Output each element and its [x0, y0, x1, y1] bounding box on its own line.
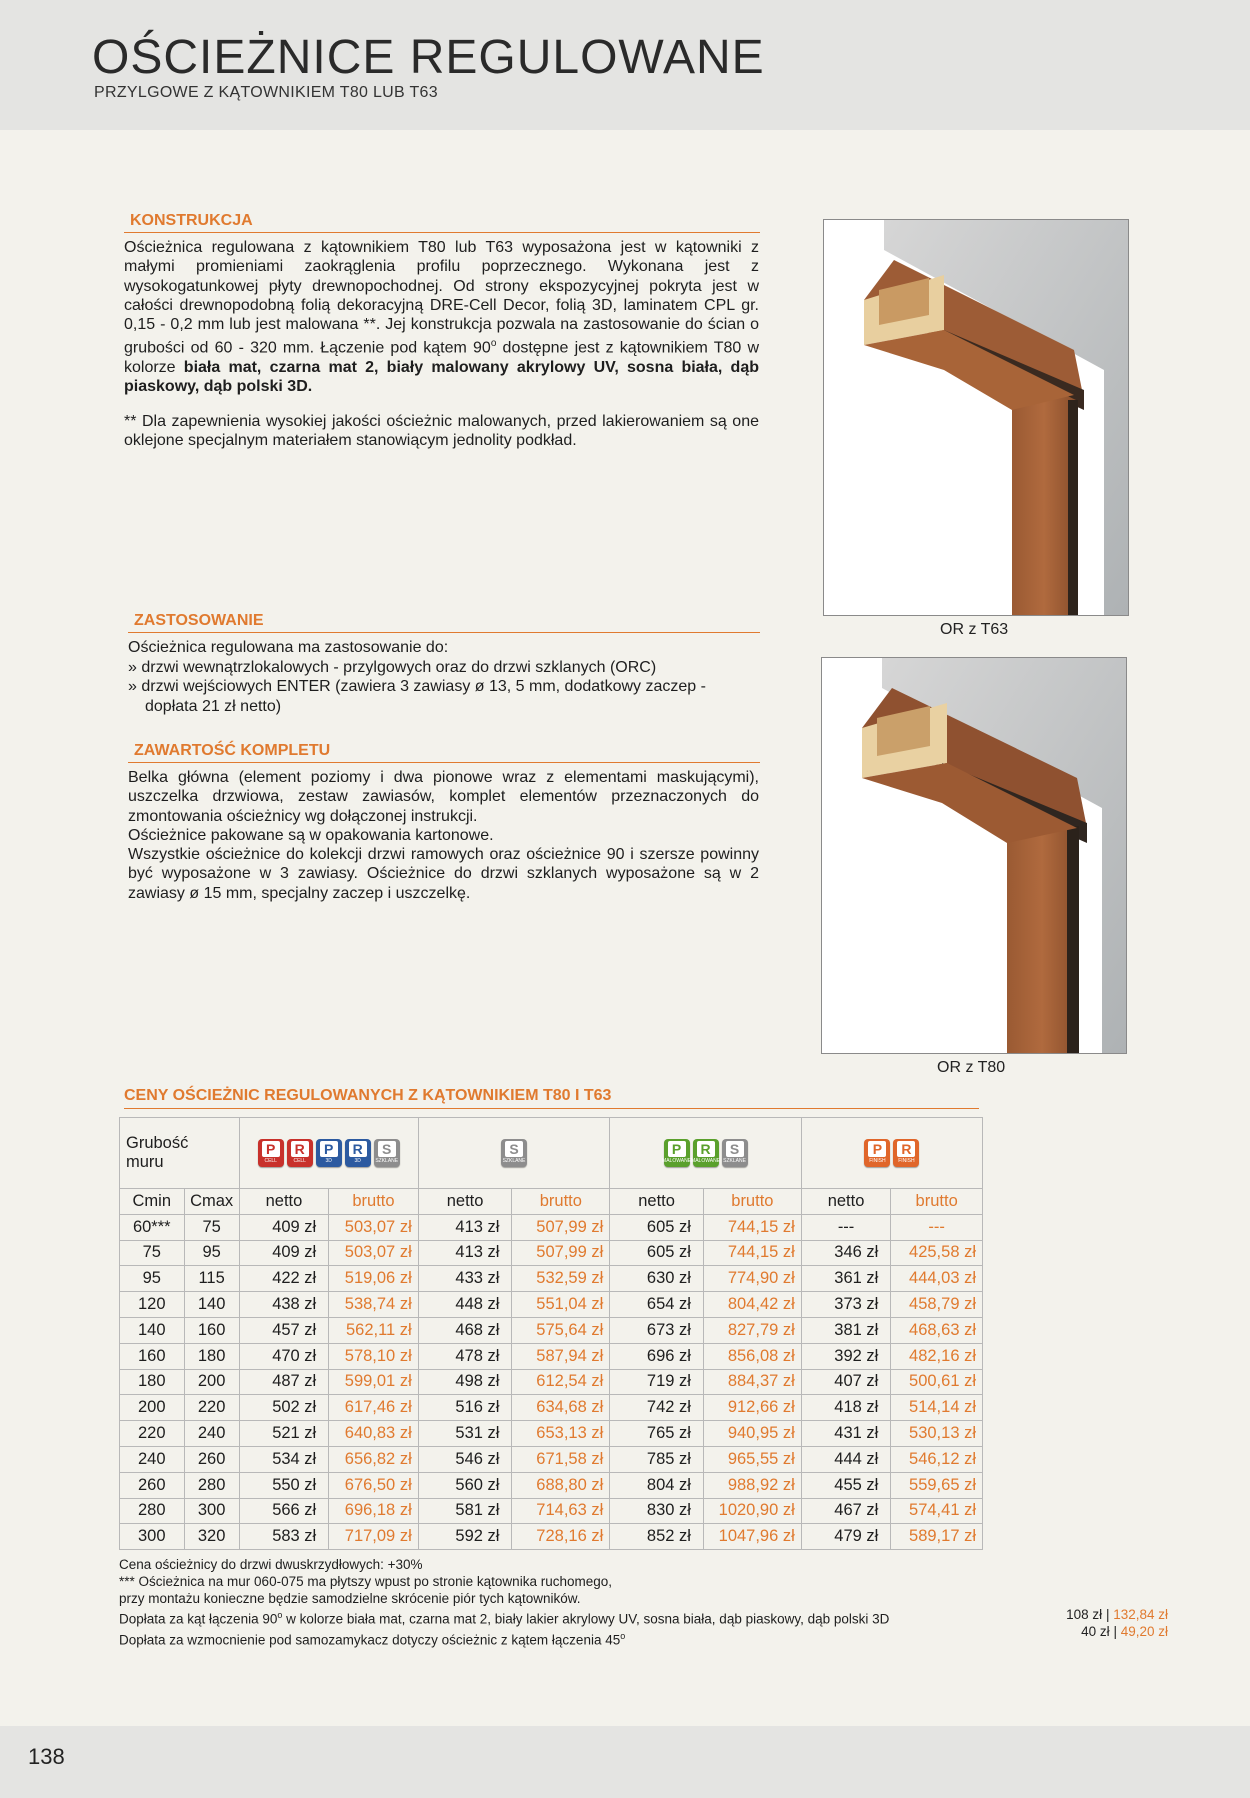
cell-cmin: 95 — [120, 1266, 185, 1292]
cell-netto: 361 zł — [801, 1266, 891, 1292]
konstrukcja-colors: biała mat, czarna mat 2, biały malowany akrylowy UV, sosna biała, dąb piaskowy, dąb polski 3D. — [124, 359, 759, 396]
cell-brutto: 612,54 zł — [512, 1369, 610, 1395]
zawartosc-line: Belka główna (element poziomy i dwa pionowe wraz z elementami maskującymi), uszczelka drzwiowa, zestaw zawiasów, komplet elementów przeznaczonych do zmontowania ościeżnicy wg dołączonej instrukcji. — [128, 769, 759, 825]
cell-brutto: 884,37 zł — [703, 1369, 801, 1395]
cell-cmax: 220 — [184, 1395, 239, 1421]
cell-netto: 392 zł — [801, 1343, 891, 1369]
cell-brutto: 965,55 zł — [703, 1446, 801, 1472]
cell-cmin: 200 — [120, 1395, 185, 1421]
cell-netto: 560 zł — [418, 1472, 512, 1498]
badge-letter: S — [378, 1141, 396, 1157]
cell-netto: 413 zł — [418, 1240, 512, 1266]
col-netto: netto — [418, 1189, 512, 1215]
finish-badge-icon — [316, 1139, 342, 1167]
page-title: OŚCIEŻNICE REGULOWANE — [92, 31, 765, 84]
surcharge-brutto: 132,84 zł — [1113, 1607, 1168, 1622]
table-row — [120, 1292, 983, 1318]
cell-netto: 409 zł — [239, 1240, 329, 1266]
cell-brutto: 503,07 zł — [329, 1214, 419, 1240]
degree-mark: o — [277, 1610, 283, 1620]
badge-label: CELL — [293, 1158, 306, 1164]
cell-brutto: 640,83 zł — [329, 1421, 419, 1447]
badge-group — [423, 1139, 606, 1167]
cell-netto: 373 zł — [801, 1292, 891, 1318]
badge-letter: P — [868, 1141, 886, 1157]
degree-mark: o — [490, 338, 497, 350]
section-title-konstrukcja: KONSTRUKCJA — [124, 212, 760, 233]
cell-netto: 448 zł — [418, 1292, 512, 1318]
cell-brutto: 482,16 zł — [891, 1343, 983, 1369]
list-item: » drzwi wewnątrzlokalowych - przylgowych oraz do drzwi szklanych (ORC) — [128, 658, 657, 676]
finish-badge-icon — [501, 1139, 527, 1167]
page-header — [0, 0, 1250, 130]
cell-netto: 516 zł — [418, 1395, 512, 1421]
badge-group — [806, 1139, 978, 1167]
table-row — [120, 1395, 983, 1421]
cell-netto: 409 zł — [239, 1214, 329, 1240]
cell-netto: 407 zł — [801, 1369, 891, 1395]
badge-label: SZKLANE — [375, 1158, 399, 1164]
cell-brutto: 653,13 zł — [512, 1421, 610, 1447]
surcharge-netto: 40 zł — [1081, 1624, 1110, 1639]
zawartosc-line: Ościeżnice pakowane są w opakowania kartonowe. — [128, 826, 494, 844]
cell-netto: 630 zł — [610, 1266, 704, 1292]
cell-netto: 785 zł — [610, 1446, 704, 1472]
col-brutto: brutto — [891, 1189, 983, 1215]
table-row — [120, 1524, 983, 1550]
wall-thickness-text: Grubość muru — [126, 1134, 189, 1171]
page-subtitle: PRZYLGOWE Z KĄTOWNIKIEM T80 LUB T63 — [94, 84, 438, 101]
cell-cmax: 240 — [184, 1421, 239, 1447]
cell-netto: 381 zł — [801, 1317, 891, 1343]
cell-netto: 719 zł — [610, 1369, 704, 1395]
page-footer — [0, 1726, 1250, 1798]
price-notes — [119, 1556, 889, 1648]
col-netto: netto — [801, 1189, 891, 1215]
badge-label: CELL — [264, 1158, 277, 1164]
cell-brutto: 507,99 zł — [512, 1214, 610, 1240]
cell-netto: 431 zł — [801, 1421, 891, 1447]
cell-netto: 550 zł — [239, 1472, 329, 1498]
badge-letter: R — [897, 1141, 915, 1157]
cell-cmax: 280 — [184, 1472, 239, 1498]
cell-cmin: 180 — [120, 1369, 185, 1395]
cell-brutto: 532,59 zł — [512, 1266, 610, 1292]
cell-brutto: 617,46 zł — [329, 1395, 419, 1421]
cell-netto: 521 zł — [239, 1421, 329, 1447]
cell-brutto: 714,63 zł — [512, 1498, 610, 1524]
badge-letter: P — [320, 1141, 338, 1157]
cell-netto: 546 zł — [418, 1446, 512, 1472]
badge-letter: P — [668, 1141, 686, 1157]
cell-netto: 438 zł — [239, 1292, 329, 1318]
finish-badge-icon — [345, 1139, 371, 1167]
col-netto: netto — [239, 1189, 329, 1215]
cell-brutto: 444,03 zł — [891, 1266, 983, 1292]
cell-brutto: 468,63 zł — [891, 1317, 983, 1343]
section-title-zawartosc: ZAWARTOŚĆ KOMPLETU — [128, 742, 760, 763]
cell-netto: 418 zł — [801, 1395, 891, 1421]
cell-netto: 413 zł — [418, 1214, 512, 1240]
cell-cmin: 75 — [120, 1240, 185, 1266]
finish-badge-icon — [258, 1139, 284, 1167]
cell-netto: 468 zł — [418, 1317, 512, 1343]
price-table — [119, 1117, 983, 1550]
cell-brutto: 589,17 zł — [891, 1524, 983, 1550]
frame-t63-illustration — [824, 220, 1128, 615]
cell-netto: 566 zł — [239, 1498, 329, 1524]
finish-badge-icon — [864, 1139, 890, 1167]
cell-brutto: --- — [891, 1214, 983, 1240]
cell-cmin: 120 — [120, 1292, 185, 1318]
col-brutto: brutto — [703, 1189, 801, 1215]
table-row — [120, 1369, 983, 1395]
konstrukcja-note: ** Dla zapewnienia wysokiej jakości ościeżnic malowanych, przed lakierowaniem są one oklejone specjalnym materiałem stanowiącym jednolity podkład. — [124, 413, 759, 450]
cell-brutto: 717,09 zł — [329, 1524, 419, 1550]
badge-group — [614, 1139, 797, 1167]
cell-netto: 498 zł — [418, 1369, 512, 1395]
cell-brutto: 530,13 zł — [891, 1421, 983, 1447]
cell-brutto: 562,11 zł — [329, 1317, 419, 1343]
badge-label: MALOWANE — [691, 1158, 721, 1164]
group-badges-cell — [610, 1118, 802, 1189]
cell-cmin: 140 — [120, 1317, 185, 1343]
cell-cmax: 160 — [184, 1317, 239, 1343]
cell-netto: 583 zł — [239, 1524, 329, 1550]
note-text: Dopłata za kąt łączenia 90 — [119, 1611, 278, 1627]
cell-brutto: 728,16 zł — [512, 1524, 610, 1550]
cell-brutto: 988,92 zł — [703, 1472, 801, 1498]
cell-netto: 605 zł — [610, 1240, 704, 1266]
surcharge-netto: 108 zł — [1066, 1607, 1103, 1622]
cell-brutto: 500,61 zł — [891, 1369, 983, 1395]
group-badges-cell — [239, 1118, 418, 1189]
cell-cmax: 200 — [184, 1369, 239, 1395]
cell-netto: 852 zł — [610, 1524, 704, 1550]
table-row — [120, 1317, 983, 1343]
table-row — [120, 1472, 983, 1498]
cell-brutto: 551,04 zł — [512, 1292, 610, 1318]
cell-cmax: 75 — [184, 1214, 239, 1240]
cell-brutto: 676,50 zł — [329, 1472, 419, 1498]
degree-mark: o — [620, 1630, 626, 1641]
table-row — [120, 1343, 983, 1369]
cell-netto: 433 zł — [418, 1266, 512, 1292]
wall-thickness-label — [120, 1118, 240, 1189]
section-title-zastosowanie: ZASTOSOWANIE — [128, 612, 760, 633]
cell-brutto: 912,66 zł — [703, 1395, 801, 1421]
cell-netto: 444 zł — [801, 1446, 891, 1472]
frame-photo-t80 — [821, 657, 1127, 1054]
cell-brutto: 671,58 zł — [512, 1446, 610, 1472]
table-header-row — [120, 1118, 983, 1189]
cell-netto: 479 zł — [801, 1524, 891, 1550]
cell-netto: 765 zł — [610, 1421, 704, 1447]
cell-brutto: 774,90 zł — [703, 1266, 801, 1292]
note-line — [119, 1628, 889, 1649]
list-intro: Ościeżnica regulowana ma zastosowanie do: — [128, 639, 449, 656]
cell-netto: 487 zł — [239, 1369, 329, 1395]
cell-cmax: 115 — [184, 1266, 239, 1292]
cell-cmin: 60*** — [120, 1214, 185, 1240]
group-badges-cell — [801, 1118, 982, 1189]
cell-brutto: 503,07 zł — [329, 1240, 419, 1266]
badge-label: FINISH — [898, 1158, 915, 1164]
cell-netto: 346 zł — [801, 1240, 891, 1266]
cell-brutto: 507,99 zł — [512, 1240, 610, 1266]
cell-brutto: 514,14 zł — [891, 1395, 983, 1421]
cell-netto: 478 zł — [418, 1343, 512, 1369]
caption-t63: OR z T63 — [940, 621, 1009, 638]
note-text: Dopłata za wzmocnienie pod samozamykacz dotyczy ościeżnic z kątem łączenia 45 — [119, 1632, 621, 1647]
table-row — [120, 1214, 983, 1240]
col-cmin: Cmin — [120, 1189, 185, 1215]
cell-brutto: 744,15 zł — [703, 1240, 801, 1266]
surcharge-closer-price — [1081, 1624, 1168, 1639]
list-item: dopłata 21 zł netto) — [145, 697, 282, 715]
badge-letter: S — [505, 1141, 523, 1157]
page-number: 138 — [28, 1744, 65, 1769]
cell-netto: 467 zł — [801, 1498, 891, 1524]
cell-netto: 455 zł — [801, 1472, 891, 1498]
cell-brutto: 940,95 zł — [703, 1421, 801, 1447]
cell-brutto: 538,74 zł — [329, 1292, 419, 1318]
cell-cmax: 180 — [184, 1343, 239, 1369]
cell-brutto: 546,12 zł — [891, 1446, 983, 1472]
badge-label: SZKLANE — [502, 1158, 526, 1164]
cell-cmin: 240 — [120, 1446, 185, 1472]
cell-brutto: 696,18 zł — [329, 1498, 419, 1524]
badge-label: FINISH — [869, 1158, 886, 1164]
frame-t80-illustration — [822, 658, 1126, 1053]
cell-netto: 830 zł — [610, 1498, 704, 1524]
cell-cmax: 300 — [184, 1498, 239, 1524]
col-brutto: brutto — [329, 1189, 419, 1215]
badge-label: MALOWANE — [662, 1158, 692, 1164]
cell-netto: 592 zł — [418, 1524, 512, 1550]
badge-letter: S — [726, 1141, 744, 1157]
cell-cmin: 220 — [120, 1421, 185, 1447]
cell-netto: 804 zł — [610, 1472, 704, 1498]
badge-letter: R — [349, 1141, 367, 1157]
cell-netto: 742 zł — [610, 1395, 704, 1421]
note-line: Cena ościeżnicy do drzwi dwuskrzydłowych: +30% — [119, 1557, 423, 1572]
cell-brutto: 599,01 zł — [329, 1369, 419, 1395]
zastosowanie-list — [128, 638, 758, 716]
caption-t80: OR z T80 — [937, 1059, 1006, 1076]
table-row — [120, 1240, 983, 1266]
cell-cmin: 280 — [120, 1498, 185, 1524]
cell-brutto: 1047,96 zł — [703, 1524, 801, 1550]
finish-badge-icon — [374, 1139, 400, 1167]
col-cmax: Cmax — [184, 1189, 239, 1215]
surcharge-brutto: 49,20 zł — [1120, 1624, 1168, 1639]
cell-netto: 470 zł — [239, 1343, 329, 1369]
cell-brutto: 559,65 zł — [891, 1472, 983, 1498]
frame-photo-t63 — [823, 219, 1129, 616]
cell-brutto: 804,42 zł — [703, 1292, 801, 1318]
cell-cmax: 95 — [184, 1240, 239, 1266]
note-text: w kolorze biała mat, czarna mat 2, biały lakier akrylowy UV, sosna biała, dąb piaskowy, dąb polski 3D — [282, 1611, 890, 1627]
cell-brutto: 827,79 zł — [703, 1317, 801, 1343]
cell-netto: 422 zł — [239, 1266, 329, 1292]
finish-badge-icon — [893, 1139, 919, 1167]
cell-brutto: 575,64 zł — [512, 1317, 610, 1343]
cell-cmax: 320 — [184, 1524, 239, 1550]
cell-cmax: 260 — [184, 1446, 239, 1472]
cell-netto: 531 zł — [418, 1421, 512, 1447]
price-rows — [120, 1214, 983, 1549]
cell-cmin: 160 — [120, 1343, 185, 1369]
cell-brutto: 656,82 zł — [329, 1446, 419, 1472]
cell-netto: --- — [801, 1214, 891, 1240]
note-line — [119, 1607, 889, 1628]
zawartosc-line: Wszystkie ościeżnice do kolekcji drzwi ramowych oraz ościeżnice 90 i szersze powinny być wyposażone w 3 zawiasy. Ościeżnice do drzwi szklanych wyposażone są w 2 zawiasy ø 15 mm, specjalny zaczep i uszczelkę. — [128, 846, 759, 902]
finish-badge-icon — [664, 1139, 690, 1167]
table-row — [120, 1421, 983, 1447]
cell-brutto: 744,15 zł — [703, 1214, 801, 1240]
col-brutto: brutto — [512, 1189, 610, 1215]
cell-netto: 673 zł — [610, 1317, 704, 1343]
table-row — [120, 1266, 983, 1292]
cell-brutto: 634,68 zł — [512, 1395, 610, 1421]
cell-netto: 534 zł — [239, 1446, 329, 1472]
cell-netto: 581 zł — [418, 1498, 512, 1524]
cell-brutto: 425,58 zł — [891, 1240, 983, 1266]
cell-netto: 502 zł — [239, 1395, 329, 1421]
note-line: przy montażu konieczne będzie samodzielne skrócenie piór tych kątowników. — [119, 1591, 581, 1606]
col-netto: netto — [610, 1189, 704, 1215]
cell-brutto: 1020,90 zł — [703, 1498, 801, 1524]
price-table-title: CENY OŚCIEŻNIC REGULOWANYCH Z KĄTOWNIKIEM T80 I T63 — [124, 1087, 979, 1109]
cell-netto: 605 zł — [610, 1214, 704, 1240]
badge-label: 3D — [325, 1158, 332, 1164]
cell-brutto: 458,79 zł — [891, 1292, 983, 1318]
cell-brutto: 688,80 zł — [512, 1472, 610, 1498]
finish-badge-icon — [287, 1139, 313, 1167]
cell-cmin: 300 — [120, 1524, 185, 1550]
konstrukcja-text-part: dostępne jest z kątownikiem T80 w kolorze — [124, 339, 760, 377]
konstrukcja-text-part: Ościeżnica regulowana z kątownikiem T80 lub T63 wyposażona jest w kątowniki z małymi promieniami zaokrąglenia profilu poprzecznego. Wykonana jest z wysokogatunkowej płyty drewnopochodnej. Od strony ekspozycyjnej pokryta jest w całości drewnopodobną folią dekoracyjną DRE-Cell Decor, folią 3D, laminatem CPL gr. 0,15 - 0,2 mm lub jest malowana **. Jej konstrukcja pozwala na zastosowanie do ścian o grubości od 60 - 320 mm. Łączenie pod kątem 90 — [124, 239, 759, 357]
cell-cmax: 140 — [184, 1292, 239, 1318]
cell-netto: 654 zł — [610, 1292, 704, 1318]
price-separator: | — [1109, 1624, 1121, 1639]
cell-netto: 696 zł — [610, 1343, 704, 1369]
badge-group — [244, 1139, 414, 1167]
table-row — [120, 1498, 983, 1524]
badge-letter: R — [291, 1141, 309, 1157]
finish-badge-icon — [693, 1139, 719, 1167]
zawartosc-text — [128, 768, 759, 903]
surcharge-angle-price — [1066, 1607, 1168, 1622]
cell-netto: 457 zł — [239, 1317, 329, 1343]
price-separator: | — [1102, 1607, 1114, 1622]
note-line: *** Ościeżnica na mur 060-075 ma płytszy wpust po stronie kątownika ruchomego, — [119, 1574, 612, 1589]
cell-cmin: 260 — [120, 1472, 185, 1498]
group-badges-cell — [418, 1118, 610, 1189]
badge-letter: P — [262, 1141, 280, 1157]
badge-letter: R — [697, 1141, 715, 1157]
table-row — [120, 1446, 983, 1472]
badge-label: 3D — [354, 1158, 361, 1164]
list-item: » drzwi wejściowych ENTER (zawiera 3 zawiasy ø 13, 5 mm, dodatkowy zaczep - — [128, 678, 706, 695]
cell-brutto: 574,41 zł — [891, 1498, 983, 1524]
badge-label: SZKLANE — [723, 1158, 746, 1164]
cell-brutto: 519,06 zł — [329, 1266, 419, 1292]
konstrukcja-text — [124, 238, 759, 397]
finish-badge-icon — [722, 1139, 748, 1167]
cell-brutto: 587,94 zł — [512, 1343, 610, 1369]
cell-brutto: 578,10 zł — [329, 1343, 419, 1369]
cell-brutto: 856,08 zł — [703, 1343, 801, 1369]
table-subheader-row — [120, 1189, 983, 1215]
